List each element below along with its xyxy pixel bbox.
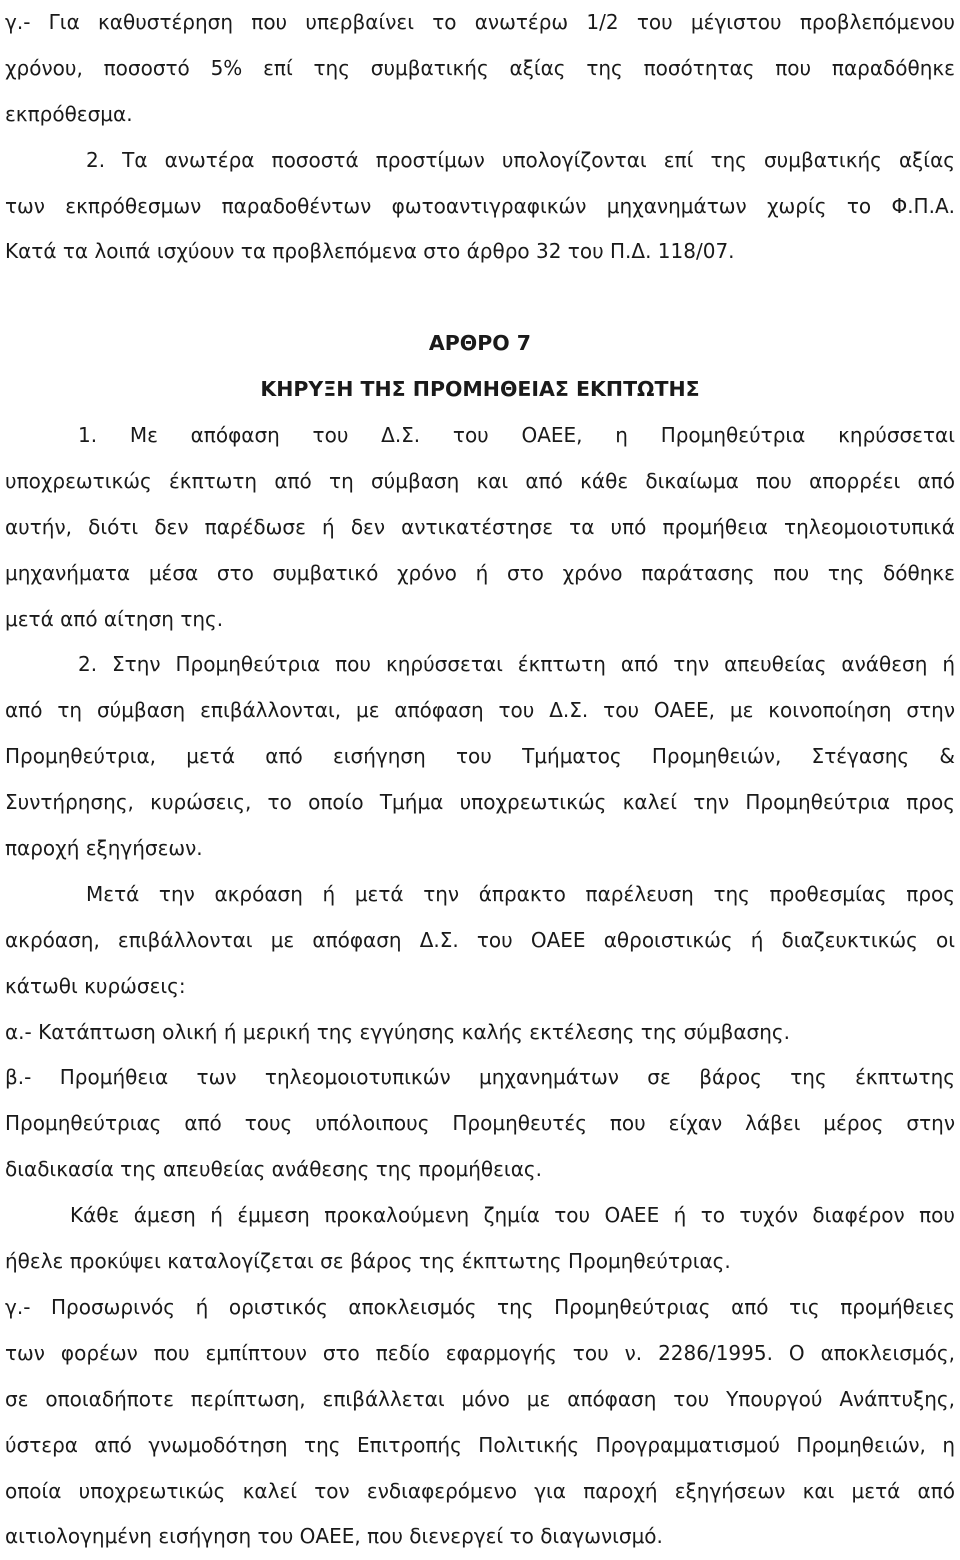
text-line: α.- Κατάπτωση ολική ή μερική της εγγύησης καλής εκτέλεσης της σύμβασης. [5,1019,790,1044]
text-line: ακρόαση, επιβάλλονται με απόφαση Δ.Σ. του ΟΑΕΕ αθροιστικώς ή διαζευκτικώς οι [5,927,955,952]
text-line: από τη σύμβαση επιβάλλονται, με απόφαση του Δ.Σ. του ΟΑΕΕ, με κοινοποίηση στην [5,698,955,723]
text-line: Κάθε άμεση ή έμμεση προκαλούμενη ζημία του ΟΑΕΕ ή το τυχόν διαφέρον που [70,1203,955,1228]
text-line: εκπρόθεσμα. [5,101,133,126]
text-line: των εκπρόθεσμων παραδοθέντων φωτοαντιγραφικών μηχανημάτων χωρίς το Φ.Π.Α. [5,193,955,218]
text-line: μηχανήματα μέσα στο συμβατικό χρόνο ή στο χρόνο παράτασης που της δόθηκε [5,560,955,585]
text-line: των φορέων που εμπίπτουν στο πεδίο εφαρμογής του ν. 2286/1995. Ο αποκλεισμός, [5,1340,955,1365]
text-line: 2. Στην Προμηθεύτρια που κηρύσσεται έκπτωτη από την απευθείας ανάθεση ή [78,652,955,677]
text-line: β.- Προμήθεια των τηλεομοιοτυπικών μηχανημάτων σε βάρος της έκπτωτης [5,1065,955,1090]
text-line: Προμηθεύτριας από τους υπόλοιπους Προμηθευτές που είχαν λάβει μέρος στην [5,1111,955,1136]
text-line: Μετά την ακρόαση ή μετά την άπρακτο παρέλευση της προθεσμίας προς [86,881,955,906]
article-heading: ΑΡΘΡΟ 7 [428,331,532,356]
blank-line [5,275,955,321]
text-line: Προμηθεύτρια, μετά από εισήγηση του Τμήματος Προμηθειών, Στέγασης & [5,744,955,769]
text-line: αιτιολογημένη εισήγηση του ΟΑΕΕ, που διενεργεί το διαγωνισμό. [5,1524,663,1549]
text-line: 1. Με απόφαση του Δ.Σ. του ΟΑΕΕ, η Προμηθεύτρια κηρύσσεται [78,423,955,448]
document-page [5,0,955,1560]
text-line: διαδικασία της απευθείας ανάθεσης της προμήθειας. [5,1157,542,1182]
text-line: μετά από αίτηση της. [5,606,224,631]
text-line: υποχρεωτικώς έκπτωτη από τη σύμβαση και από κάθε δικαίωμα που απορρέει από [5,468,955,493]
text-line: γ.- Για καθυστέρηση που υπερβαίνει το ανωτέρω 1/2 του μέγιστου προβλεπόμενου [5,10,955,34]
text-line: ήθελε προκύψει καταλογίζεται σε βάρος της έκπτωτης Προμηθεύτριας. [5,1249,731,1274]
text-line: οποία υποχρεωτικώς καλεί τον ενδιαφερόμενο για παροχή εξηγήσεων και μετά από [5,1478,955,1503]
text-line: κάτωθι κυρώσεις: [5,973,186,998]
article-title: ΚΗΡΥΞΗ ΤΗΣ ΠΡΟΜΗΘΕΙΑΣ ΕΚΠΤΩΤΗΣ [260,377,700,402]
text-line: Κατά τα λοιπά ισχύουν τα προβλεπόμενα στο άρθρο 32 του Π.Δ. 118/07. [5,239,735,264]
text-line: χρόνου, ποσοστό 5% επί της συμβατικής αξίας της ποσότητας που παραδόθηκε [5,55,955,80]
text-line: γ.- Προσωρινός ή οριστικός αποκλεισμός της Προμηθεύτριας από τις προμήθειες [5,1294,955,1319]
text-line: 2. Τα ανωτέρα ποσοστά προστίμων υπολογίζονται επί της συμβατικής αξίας [86,147,955,172]
text-line: Συντήρησης, κυρώσεις, το οποίο Τμήμα υποχρεωτικώς καλεί την Προμηθεύτρια προς [5,790,955,815]
text-line: σε οποιαδήποτε περίπτωση, επιβάλλεται μόνο με απόφαση του Υπουργού Ανάπτυξης, [5,1386,955,1411]
text-line: ύστερα από γνωμοδότηση της Επιτροπής Πολιτικής Προγραμματισμού Προμηθειών, η [5,1432,955,1457]
text-line: παροχή εξηγήσεων. [5,836,203,861]
text-line: αυτήν, διότι δεν παρέδωσε ή δεν αντικατέστησε τα υπό προμήθεια τηλεομοιοτυπικά [5,514,955,539]
